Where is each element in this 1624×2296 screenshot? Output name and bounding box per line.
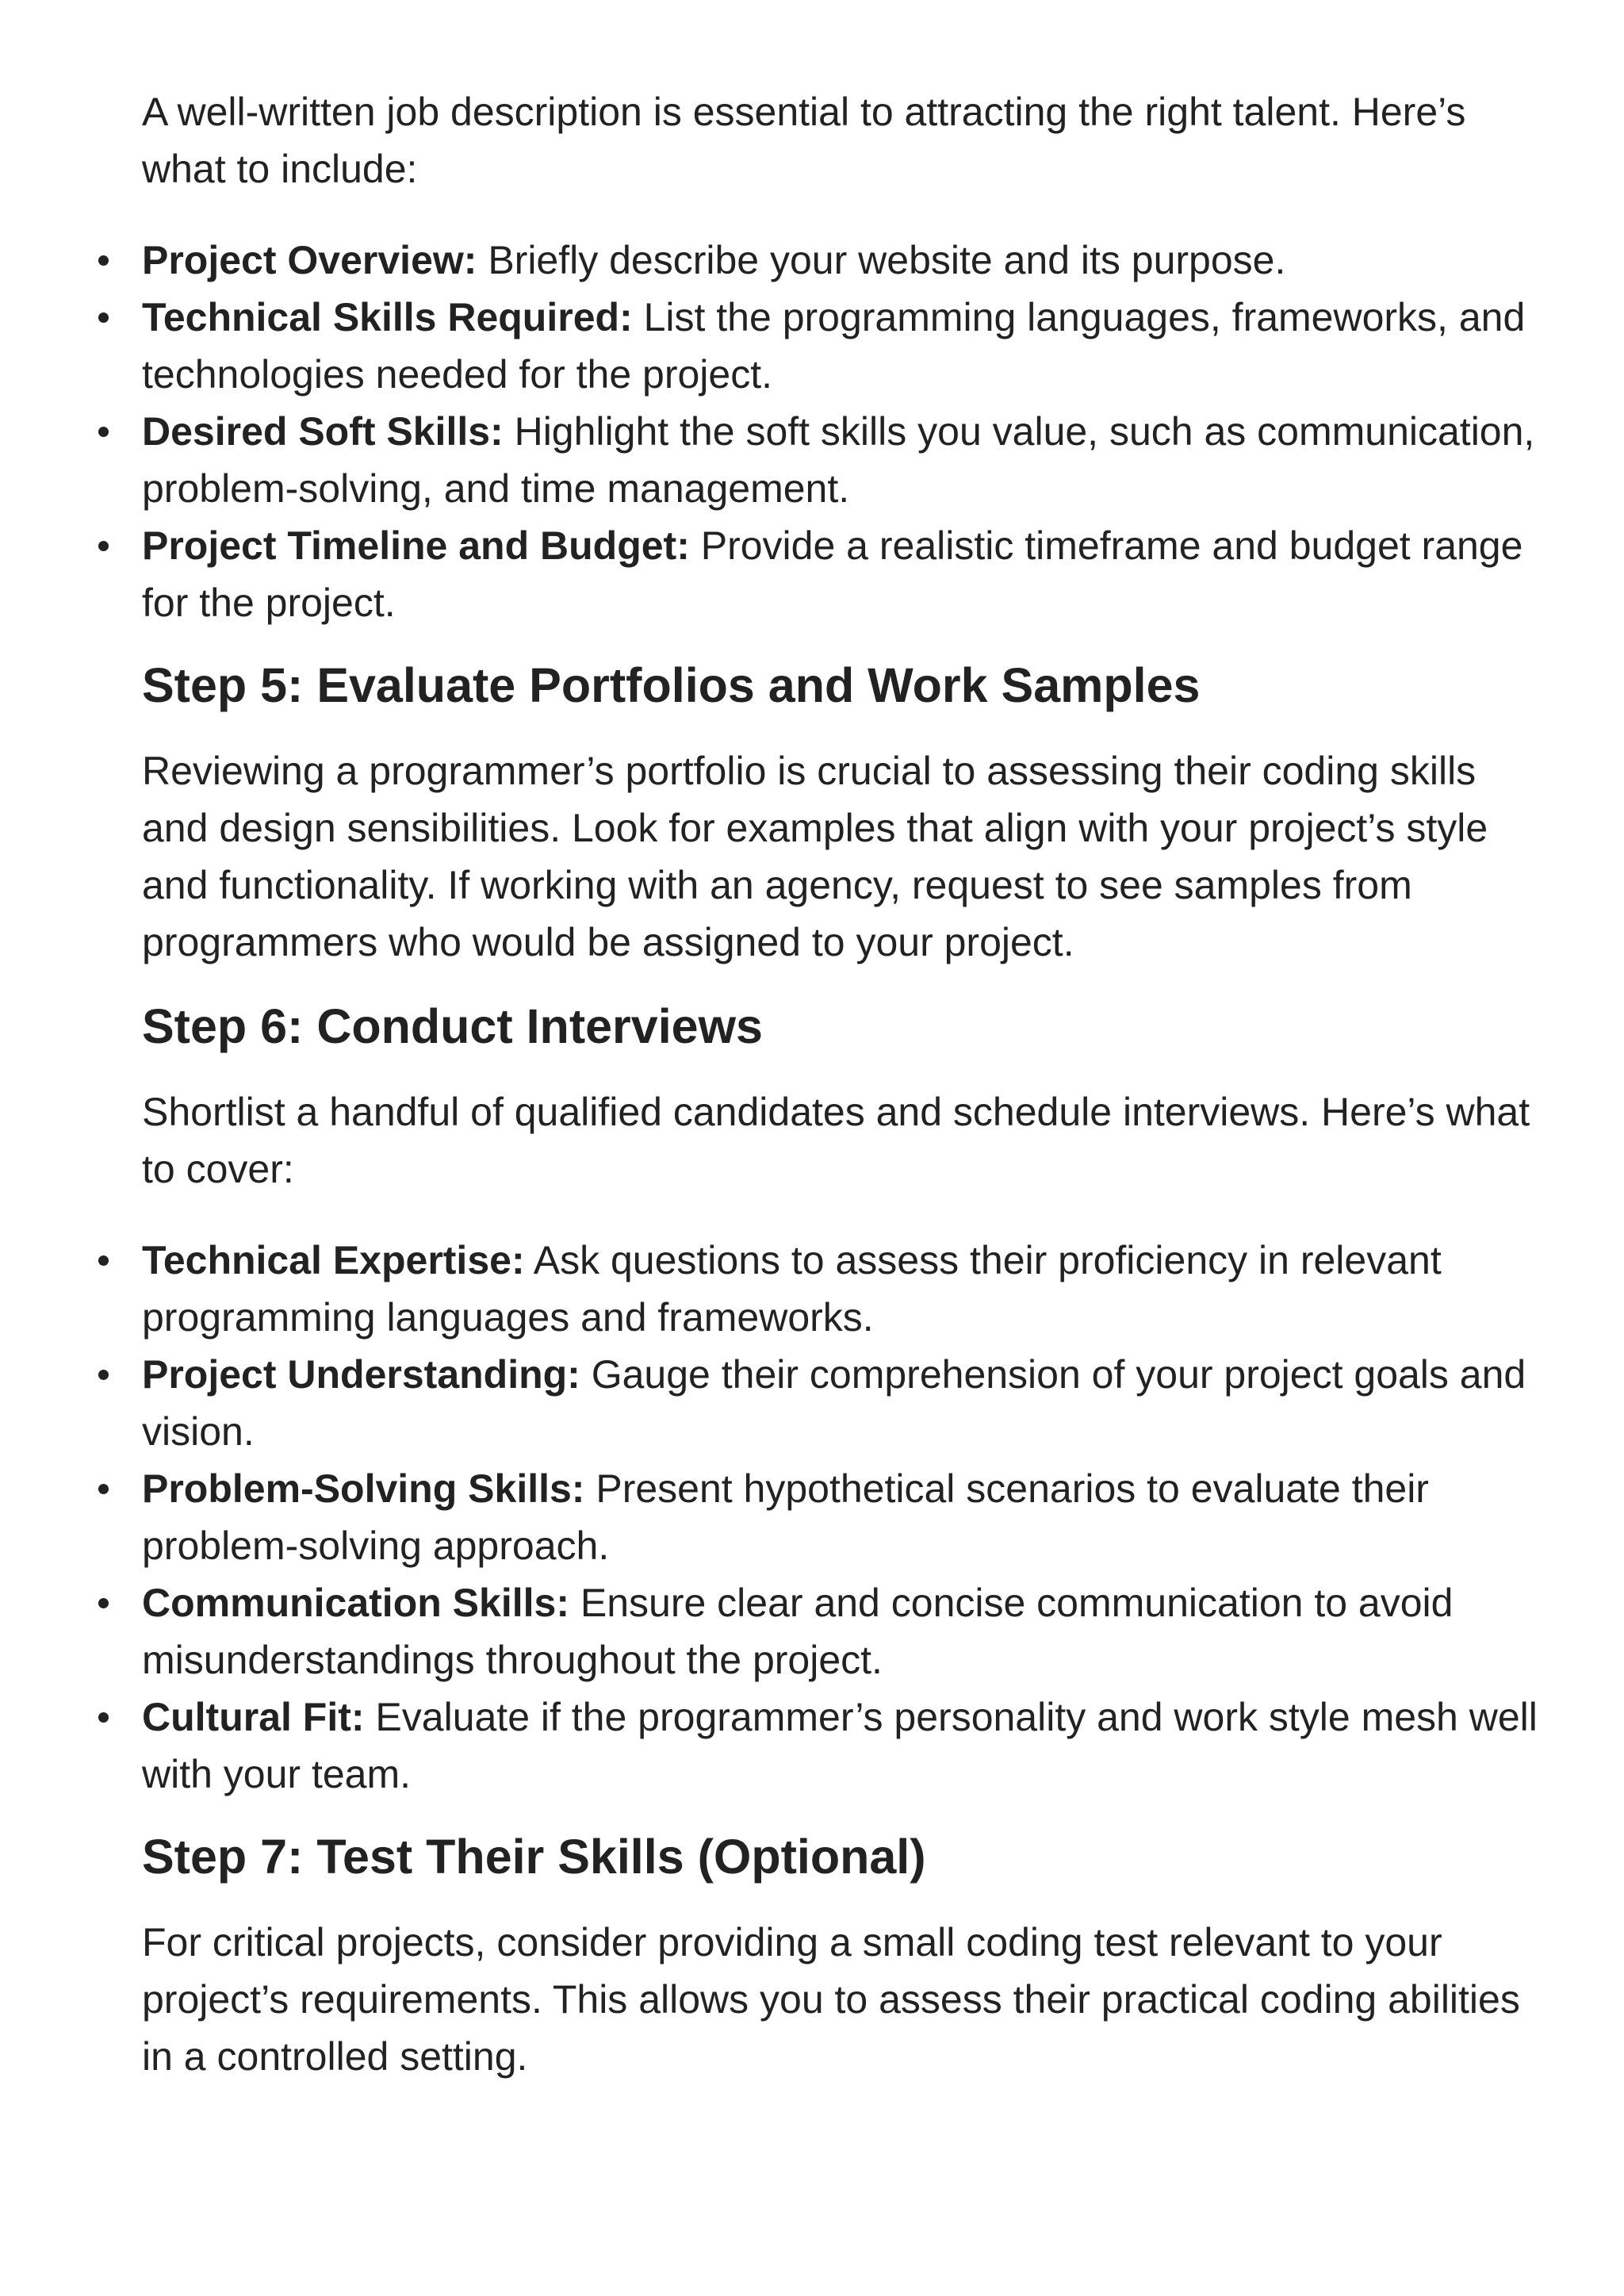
step6-heading: Step 6: Conduct Interviews bbox=[142, 999, 763, 1053]
list-item-text: Gauge their comprehension of your project goals and vision. bbox=[142, 1352, 1526, 1454]
bullet-icon bbox=[98, 312, 109, 323]
list-item bbox=[142, 403, 1538, 517]
step5-paragraph: Reviewing a programmer’s portfolio is crucial to assessing their coding skills and design sensibilities. Look for examples that align with your project’s style and functionality. If working with an agency, request to see samples from programmers who would be assigned to your project. bbox=[142, 749, 1488, 964]
bullet-icon bbox=[98, 1255, 109, 1266]
bullet-icon bbox=[98, 1484, 109, 1494]
list-item bbox=[142, 1574, 1538, 1688]
list-item-label: Project Overview: bbox=[142, 238, 477, 282]
bullet-icon bbox=[98, 255, 109, 266]
list-item bbox=[142, 1460, 1538, 1574]
list-item bbox=[142, 517, 1538, 631]
step7-heading: Step 7: Test Their Skills (Optional) bbox=[142, 1830, 926, 1884]
list-item-text: Provide a realistic timeframe and budget range for the project. bbox=[142, 523, 1523, 625]
list-item-text: List the programming languages, frameworks, and technologies needed for the project. bbox=[142, 295, 1526, 397]
list-item bbox=[142, 232, 1538, 289]
list-item bbox=[142, 1232, 1538, 1346]
list-item bbox=[142, 289, 1538, 403]
list-item-label: Project Understanding: bbox=[142, 1352, 580, 1397]
list-item-text: Ask questions to assess their proficiency in relevant programming languages and frameworks. bbox=[142, 1238, 1442, 1340]
list-item-label: Cultural Fit: bbox=[142, 1695, 365, 1739]
intro-paragraph: A well-written job description is essential to attracting the right talent. Here’s what to include: bbox=[142, 90, 1466, 191]
list-item-label: Desired Soft Skills: bbox=[142, 409, 504, 454]
job-description-list bbox=[142, 232, 1538, 631]
list-item-label: Project Timeline and Budget: bbox=[142, 523, 690, 568]
step6-paragraph: Shortlist a handful of qualified candidates and schedule interviews. Here’s what to cover: bbox=[142, 1090, 1530, 1191]
bullet-icon bbox=[98, 1712, 109, 1723]
list-item-text: Evaluate if the programmer’s personality and work style mesh well with your team. bbox=[142, 1695, 1538, 1796]
list-item bbox=[142, 1688, 1538, 1803]
list-item-label: Problem-Solving Skills: bbox=[142, 1466, 585, 1511]
bullet-icon bbox=[98, 1598, 109, 1608]
article-content bbox=[142, 83, 1538, 2085]
list-item-text: Highlight the soft skills you value, such as communication, problem-solving, and time management. bbox=[142, 409, 1535, 511]
list-item bbox=[142, 1346, 1538, 1460]
step5-heading: Step 5: Evaluate Portfolios and Work Samples bbox=[142, 658, 1201, 712]
bullet-icon bbox=[98, 541, 109, 551]
list-item-text: Ensure clear and concise communication to avoid misunderstandings throughout the project. bbox=[142, 1581, 1454, 1682]
bullet-icon bbox=[98, 427, 109, 437]
list-item-text: Briefly describe your website and its purpose. bbox=[477, 238, 1286, 282]
list-item-text: Present hypothetical scenarios to evaluate their problem-solving approach. bbox=[142, 1466, 1429, 1568]
interview-topics-list bbox=[142, 1232, 1538, 1803]
list-item-label: Technical Expertise: bbox=[142, 1238, 525, 1282]
list-item-label: Communication Skills: bbox=[142, 1581, 569, 1625]
bullet-icon bbox=[98, 1370, 109, 1380]
list-item-label: Technical Skills Required: bbox=[142, 295, 633, 339]
step7-paragraph: For critical projects, consider providing a small coding test relevant to your project’s requirements. This allows you to assess their practical coding abilities in a controlled setting. bbox=[142, 1920, 1520, 2079]
